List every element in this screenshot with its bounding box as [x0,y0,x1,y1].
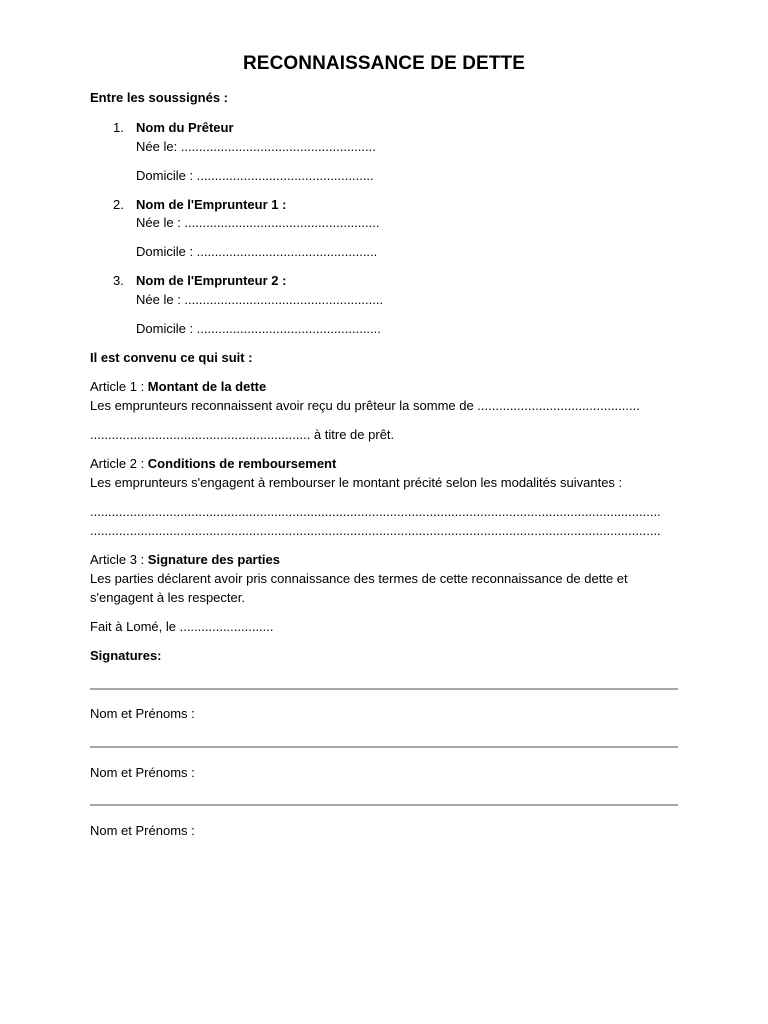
article-3-line-1: Les parties déclarent avoir pris connaissance des termes de cette reconnaissance de dette et [90,571,628,586]
party-1-birth-line: Née le: ...................................................... [136,139,376,154]
signature-line-3 [90,804,678,806]
signatures-heading: Signatures: [90,648,162,663]
party-3-number: 3. [113,273,124,288]
signature-line-2 [90,746,678,748]
party-1-name-label: Nom du Prêteur [136,120,234,135]
article-1-line-2: ............................................................. à titre de prêt. [90,427,395,442]
signature-line-1 [90,688,678,690]
signer-1-name-label: Nom et Prénoms : [90,706,195,721]
place-date-line: Fait à Lomé, le .......................... [90,619,274,634]
party-1-home-line: Domicile : ................................................. [136,168,374,183]
article-3-title: Signature des parties [147,552,281,567]
article-3-prefix: Article 3 : [90,552,148,567]
article-2-dotted-line-2: .............................................................................................................................................................. [90,523,661,538]
article-1-line-1: Les emprunteurs reconnaissent avoir reçu du prêteur la somme de ............................................. [90,398,640,413]
party-2-name-label: Nom de l'Emprunteur 1 : [136,197,287,212]
party-3-name-label: Nom de l'Emprunteur 2 : [136,273,287,288]
article-2-line-1: Les emprunteurs s'engagent à rembourser le montant précité selon les modalités suivantes : [90,475,623,490]
agreed-heading: Il est convenu ce qui suit : [90,350,253,365]
article-2-prefix: Article 2 : [90,456,148,471]
article-1-heading [90,379,266,395]
document-title: RECONNAISSANCE DE DETTE [242,53,526,74]
article-3-heading [90,552,280,568]
article-2-heading [90,456,336,472]
party-2-birth-line: Née le : ...................................................... [136,215,380,230]
article-2-title: Conditions de remboursement [147,456,337,471]
intro-text: Entre les soussignés : [90,90,228,105]
party-2-home-line: Domicile : .................................................. [136,244,378,259]
article-1-prefix: Article 1 : [90,379,148,394]
article-2-dotted-line-1: .............................................................................................................................................................. [90,504,661,519]
article-1-title: Montant de la dette [147,379,267,394]
party-2-number: 2. [113,197,124,212]
party-3-birth-line: Née le : ....................................................... [136,292,384,307]
article-3-line-2: s'engagent à les respecter. [90,590,245,605]
signer-3-name-label: Nom et Prénoms : [90,823,195,838]
party-3-home-line: Domicile : ................................................... [136,321,381,336]
party-1-number: 1. [113,120,124,135]
signer-2-name-label: Nom et Prénoms : [90,765,195,780]
